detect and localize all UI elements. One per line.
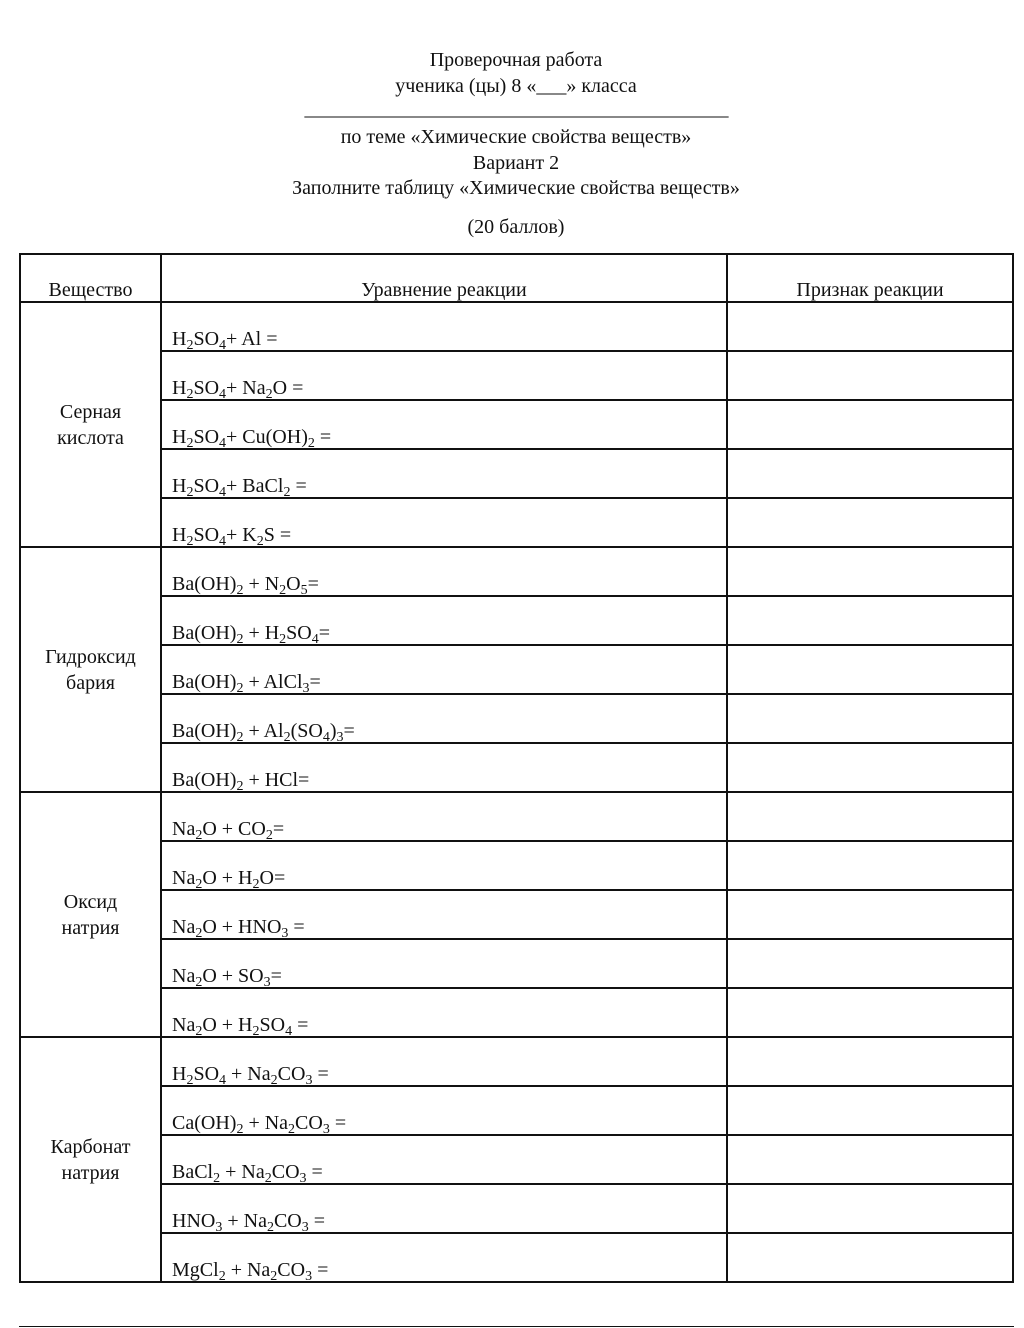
equation-cell [161,498,727,547]
formula-subscript: 2 [186,338,194,353]
equation-cell [161,694,727,743]
table-row [20,939,1013,988]
table-row [20,596,1013,645]
formula-text: + Na [243,1112,289,1134]
formula-subscript: 2 [252,877,260,892]
formula-text: SO [193,475,220,497]
equation-cell [161,302,727,351]
table-row [20,351,1013,400]
formula-text: O [286,573,301,595]
formula-subscript: 2 [186,485,194,500]
formula-subscript: 4 [311,632,319,647]
reaction-sign-cell[interactable] [727,1086,1013,1135]
score-line: (20 баллов) [467,215,565,238]
formula-text: + Na [220,1161,265,1183]
formula-subscript: 2 [279,583,287,598]
worksheet-header [0,48,1024,240]
equation-cell [161,1086,727,1135]
table-header-row [20,254,1013,302]
table-row [20,792,1013,841]
formula-subscript: 4 [322,730,330,745]
reaction-sign-cell[interactable] [727,596,1013,645]
formula-text: = [329,1112,347,1134]
table-row [20,890,1013,939]
formula-subscript: 4 [285,1024,293,1039]
equation-cell [161,596,727,645]
reaction-sign-cell[interactable] [727,939,1013,988]
formula-text: O + H [202,1014,253,1036]
reaction-sign-cell[interactable] [727,988,1013,1037]
equation-cell [161,841,727,890]
formula-text: + Cu(OH) [226,426,308,448]
formula-text: CO [271,1161,300,1183]
formula-subscript: 2 [265,387,273,402]
equation-cell [161,400,727,449]
formula-text: = [270,965,282,987]
table-row [20,1135,1013,1184]
formula-text: H [172,328,187,350]
formula-text: Na [172,965,196,987]
reaction-sign-cell[interactable] [727,1184,1013,1233]
formula-text: O + HNO [202,916,282,938]
column-header-sign: Признак реакции [727,254,1013,302]
formula-text: Ba(OH) [172,573,237,595]
formula-text: = [318,622,331,644]
formula-text: + AlCl [243,671,303,693]
formula-text: CO [277,1259,306,1281]
formula-text: SO [193,377,220,399]
formula-text: O + SO [202,965,264,987]
formula-subscript: 3 [322,1122,330,1137]
reaction-sign-cell[interactable] [727,1037,1013,1086]
formula-text: SO [193,426,220,448]
formula-text: Na [172,867,196,889]
formula-text: + H [243,622,280,644]
student-name-blank: _______________________________________________ [304,98,728,120]
formula-text: + Na [226,1063,271,1085]
formula-text: SO [193,328,220,350]
reaction-sign-cell[interactable] [727,400,1013,449]
substance-cell [20,1037,161,1282]
formula-subscript: 2 [195,975,203,990]
formula-text: + Na [225,1259,271,1281]
table-row [20,694,1013,743]
formula-text: Na [172,1014,196,1036]
table-row [20,1037,1013,1086]
reaction-sign-cell[interactable] [727,1135,1013,1184]
bottom-divider [19,1326,1014,1327]
formula-text: = [272,818,285,840]
formula-text: = [314,426,332,448]
formula-subscript: 3 [281,926,289,941]
formula-text: CO [277,1063,306,1085]
reaction-sign-cell[interactable] [727,498,1013,547]
equation-cell [161,449,727,498]
equation-cell [161,1037,727,1086]
formula-text: = [290,475,307,497]
table-row [20,449,1013,498]
substance-name-line: Гидроксид [45,645,136,668]
equation-cell [161,351,727,400]
table-row [20,547,1013,596]
formula-text: S = [263,524,292,546]
equation-cell [161,1135,727,1184]
formula-text: H [172,475,187,497]
reaction-sign-cell[interactable] [727,1233,1013,1282]
equation-cell [161,743,727,792]
equation-cell [161,1184,727,1233]
reaction-sign-cell[interactable] [727,449,1013,498]
table-row [20,841,1013,890]
table-row [20,1233,1013,1282]
formula-text: O + CO [202,818,266,840]
formula-subscript: 4 [219,485,227,500]
equation-cell [161,547,727,596]
substance-cell [20,547,161,792]
formula-text: Ba(OH) [172,622,237,644]
reaction-sign-cell[interactable] [727,841,1013,890]
formula-subscript: 2 [218,1269,226,1284]
formula-text: CO [295,1112,323,1134]
formula-subscript: 2 [252,1024,260,1039]
equation-cell [161,1233,727,1282]
formula-subscript: 2 [264,1171,272,1186]
substance-name-line: натрия [61,916,120,939]
formula-subscript: 4 [219,436,227,451]
formula-text: BaCl [172,1161,214,1183]
formula-subscript: 3 [263,975,271,990]
variant-line: Вариант 2 [472,151,560,174]
formula-subscript: 5 [300,583,308,598]
reaction-sign-cell[interactable] [727,351,1013,400]
formula-subscript: 2 [307,436,315,451]
reaction-sign-cell[interactable] [727,743,1013,792]
formula-subscript: 2 [283,485,291,500]
substance-name-line: кислота [57,426,124,449]
formula-text: (SO [290,720,323,742]
formula-subscript: 2 [195,877,203,892]
reaction-sign-cell[interactable] [727,302,1013,351]
properties-table [19,253,1014,1283]
student-class-line: ученика (цы) 8 «___» класса [395,74,637,97]
formula-subscript: 2 [236,632,244,647]
table-row [20,400,1013,449]
formula-text: SO [193,524,220,546]
formula-subscript: 2 [256,534,264,549]
formula-text: H [172,1063,187,1085]
formula-text: = [292,1014,309,1036]
substance-cell [20,302,161,547]
table-row [20,1184,1013,1233]
column-header-equation: Уравнение реакции [161,254,727,302]
formula-text: = [288,916,305,938]
formula-text: Ba(OH) [172,769,237,791]
formula-text: H [172,524,187,546]
formula-text: + BaCl [226,475,284,497]
formula-text: H [172,426,187,448]
formula-text: Ba(OH) [172,720,237,742]
formula-subscript: 3 [336,730,344,745]
table-row [20,743,1013,792]
formula-subscript: 4 [219,1073,227,1088]
reaction-sign-cell[interactable] [727,694,1013,743]
reaction-sign-cell[interactable] [727,547,1013,596]
formula-subscript: 2 [186,1073,194,1088]
formula-text: + Na [222,1210,267,1232]
formula-subscript: 3 [215,1220,223,1235]
formula-text: = [306,1161,323,1183]
formula-text: Ca(OH) [172,1112,237,1134]
formula-text: O = [272,377,304,399]
substance-name-line: Серная [59,400,122,423]
formula-text: = [312,1259,329,1281]
equation-cell [161,988,727,1037]
formula-subscript: 2 [195,1024,203,1039]
formula-subscript: 2 [279,632,287,647]
reaction-sign-cell[interactable] [727,890,1013,939]
formula-subscript: 3 [305,1073,313,1088]
formula-text: + Na [226,377,266,399]
formula-text: CO [273,1210,302,1232]
formula-subscript: 2 [236,779,244,794]
formula-subscript: 4 [219,338,227,353]
formula-subscript: 2 [195,828,203,843]
formula-subscript: 3 [302,681,310,696]
formula-text: SO [193,1063,220,1085]
formula-text: H [172,377,187,399]
formula-subscript: 2 [236,583,244,598]
formula-text: + Al = [226,328,278,350]
formula-subscript: 3 [305,1269,313,1284]
formula-subscript: 3 [299,1171,307,1186]
instruction-line: Заполните таблицу «Химические свойства веществ» [292,177,740,199]
formula-subscript: 2 [236,730,244,745]
table-row [20,498,1013,547]
substance-name-line: Карбонат [50,1135,131,1158]
substance-name-line: натрия [61,1161,120,1184]
equation-cell [161,645,727,694]
formula-subscript: 2 [213,1171,221,1186]
table-row [20,302,1013,351]
topic-line: по теме «Химические свойства веществ» [340,126,692,148]
formula-text: = [308,1210,326,1232]
formula-text: = [307,573,319,595]
formula-text: = [312,1063,329,1085]
formula-text: ) [329,720,337,742]
formula-subscript: 2 [195,926,203,941]
formula-subscript: 2 [186,436,194,451]
formula-subscript: 2 [270,1269,278,1284]
formula-text: = [343,720,355,742]
reaction-sign-cell[interactable] [727,645,1013,694]
formula-subscript: 2 [265,828,273,843]
formula-subscript: 2 [283,730,291,745]
equation-cell [161,792,727,841]
formula-text: + K [226,524,257,546]
formula-text: HNO [172,1210,216,1232]
substance-name-line: Оксид [63,890,118,913]
formula-text: SO [259,1014,286,1036]
formula-subscript: 2 [186,534,194,549]
formula-subscript: 4 [219,387,227,402]
formula-text: Na [172,818,196,840]
formula-subscript: 2 [236,681,244,696]
table-row [20,1086,1013,1135]
formula-text: MgCl [172,1259,219,1281]
formula-text: + Al [243,720,284,742]
formula-text: + N [243,573,280,595]
formula-text: + HCl= [243,769,310,791]
formula-subscript: 2 [266,1220,274,1235]
worksheet-title: Проверочная работа [429,49,603,71]
table-row [20,988,1013,1037]
formula-subscript: 4 [219,534,227,549]
formula-subscript: 2 [270,1073,278,1088]
formula-text: SO [286,622,312,644]
substance-cell [20,792,161,1037]
formula-text: Na [172,916,196,938]
substance-name-line: бария [66,671,115,694]
formula-text: O= [259,867,286,889]
formula-text: O + H [202,867,253,889]
reaction-sign-cell[interactable] [727,792,1013,841]
equation-cell [161,939,727,988]
formula-subscript: 2 [236,1122,244,1137]
formula-subscript: 2 [288,1122,296,1137]
table-row [20,645,1013,694]
formula-text: Ba(OH) [172,671,237,693]
column-header-substance: Вещество [20,254,161,302]
formula-text: = [309,671,321,693]
formula-subscript: 3 [301,1220,309,1235]
equation-cell [161,890,727,939]
formula-subscript: 2 [186,387,194,402]
